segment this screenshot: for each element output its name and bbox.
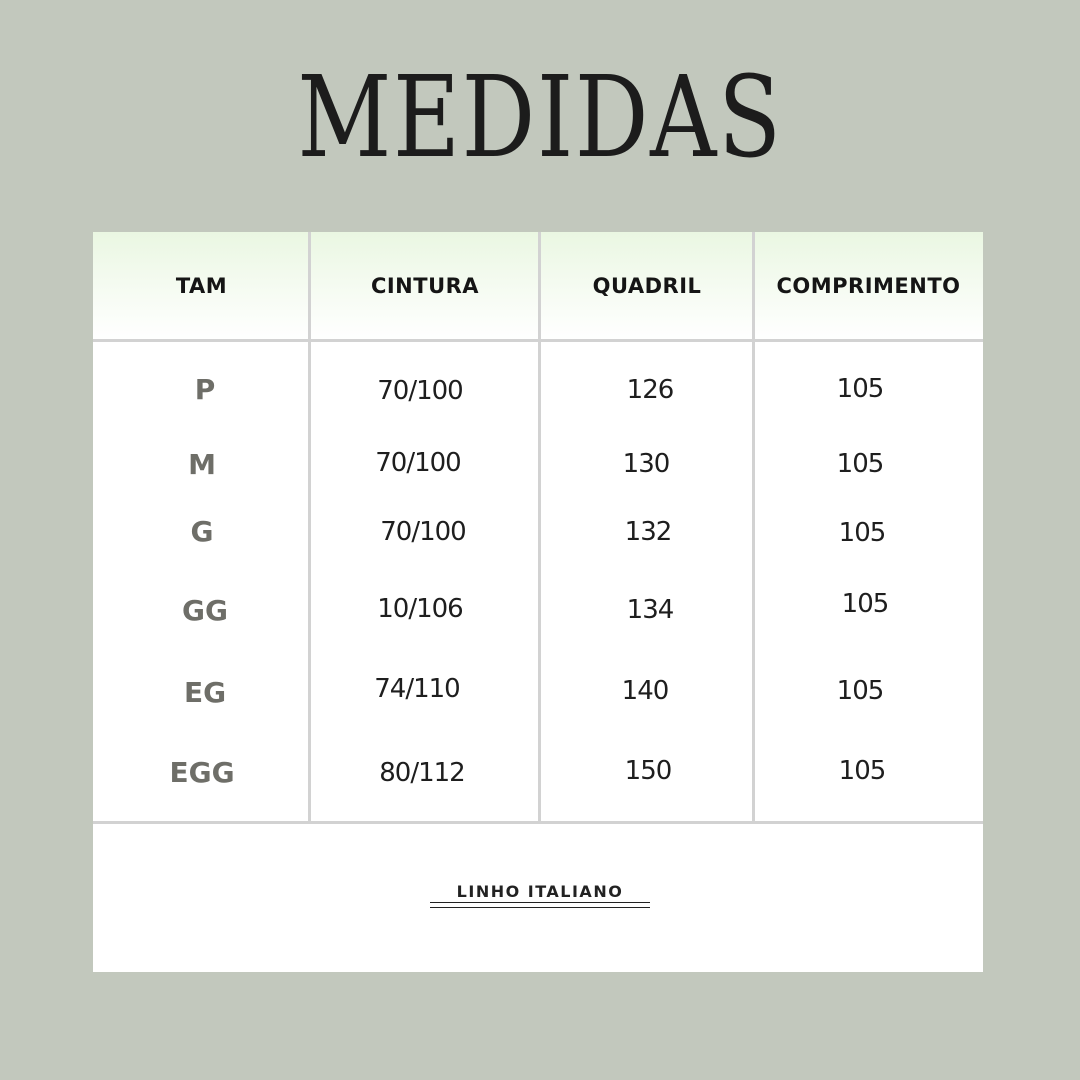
quadril-value: 140: [621, 676, 669, 706]
comprimento-value: 105: [836, 676, 884, 706]
cintura-value: 74/110: [374, 674, 460, 704]
quadril-value: 150: [624, 756, 672, 786]
quadril-value: 134: [626, 595, 674, 625]
size-label: EGG: [169, 756, 235, 789]
size-label: M: [188, 448, 216, 481]
cintura-value: 80/112: [379, 758, 465, 788]
size-label: GG: [182, 594, 228, 627]
header-comprimento: COMPRIMENTO: [776, 274, 961, 298]
header-cintura: CINTURA: [370, 274, 480, 298]
comprimento-value: 105: [836, 374, 884, 404]
cintura-value: 10/106: [377, 594, 463, 624]
column-divider: [752, 232, 755, 823]
comprimento-value: 105: [838, 756, 886, 786]
page-title: MEDIDAS: [297, 53, 783, 183]
size-label: P: [194, 373, 216, 406]
brand-logo-text: LINHO ITALIANO: [456, 882, 624, 901]
cintura-value: 70/100: [375, 448, 461, 478]
header-tam: TAM: [175, 274, 228, 298]
size-table-card: [93, 232, 983, 972]
comprimento-value: 105: [841, 589, 889, 619]
column-divider: [308, 232, 311, 823]
quadril-value: 130: [622, 449, 670, 479]
quadril-value: 132: [624, 517, 672, 547]
brand-logo: [430, 884, 650, 908]
comprimento-value: 105: [838, 518, 886, 548]
header-quadril: QUADRIL: [592, 274, 702, 298]
size-label: G: [190, 515, 214, 548]
column-divider: [538, 232, 541, 823]
comprimento-value: 105: [836, 449, 884, 479]
size-label: EG: [183, 676, 227, 709]
brand-logo-underline: [430, 902, 650, 908]
quadril-value: 126: [626, 375, 674, 405]
cintura-value: 70/100: [380, 517, 466, 547]
cintura-value: 70/100: [377, 376, 463, 406]
